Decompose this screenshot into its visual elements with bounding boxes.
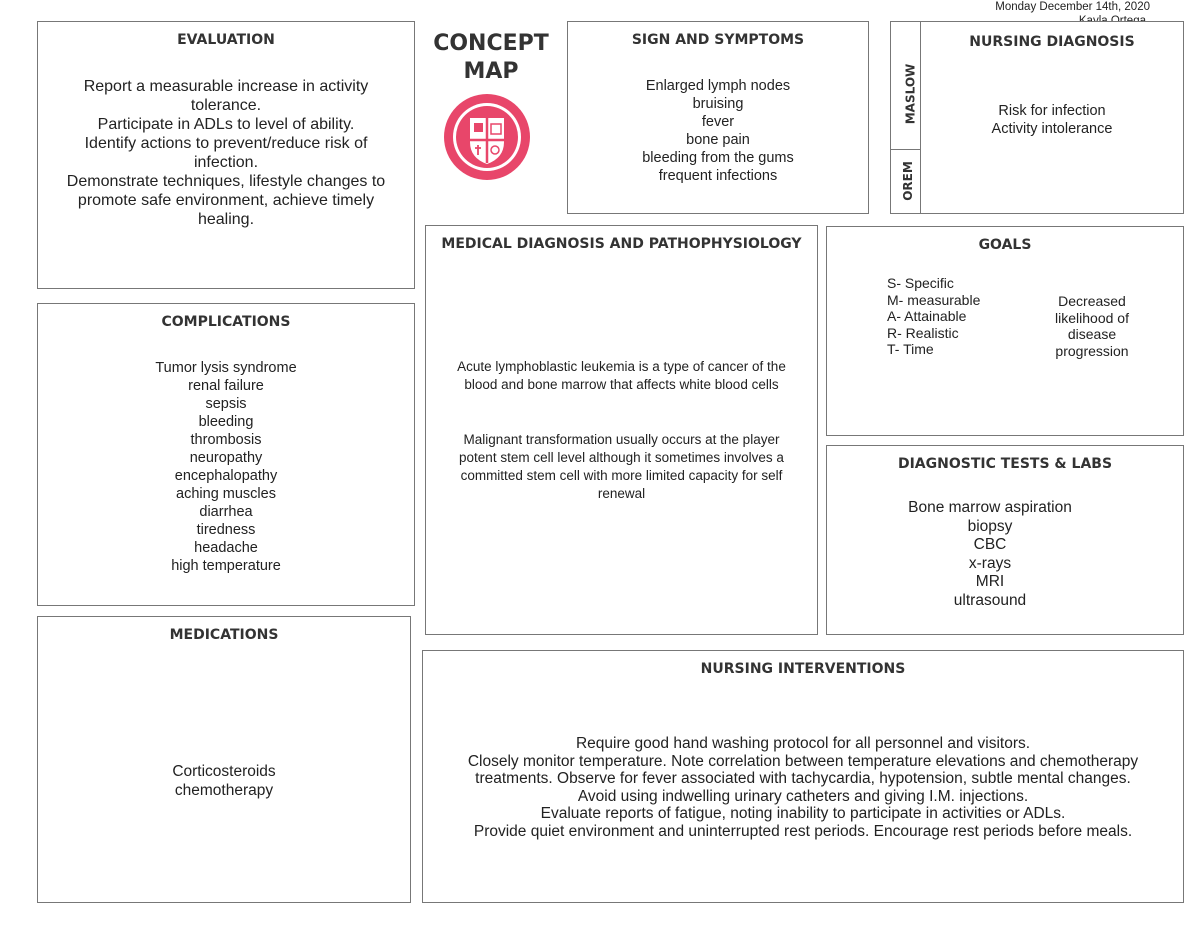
signs-title: SIGN AND SYMPTOMS [631, 32, 805, 48]
evaluation-line: infection. [193, 154, 259, 171]
medications-item: Corticosteroids [172, 763, 276, 780]
medications-title: MEDICATIONS [169, 627, 279, 643]
evaluation-text [38, 77, 414, 229]
signs-list [568, 77, 868, 185]
complications-item: Tumor lysis syndrome [155, 360, 297, 376]
maslow-label: MASLOW [903, 63, 918, 125]
nursing-diagnosis-item: Risk for infection [998, 103, 1106, 119]
goals-title: GOALS [978, 237, 1032, 253]
complications-item: high temperature [171, 558, 281, 574]
evaluation-line: promote safe environment, achieve timely [77, 192, 375, 209]
nursing-diagnosis-item: Activity intolerance [991, 121, 1113, 137]
complications-item: tiredness [196, 522, 256, 538]
medications-list [38, 762, 410, 800]
medical-para-2 [426, 431, 817, 503]
goals-box [826, 226, 1184, 436]
goals-outcome [1032, 293, 1152, 359]
interventions-line: Require good hand washing protocol for all personnel and visitors. [575, 735, 1031, 752]
goals-smart-item: S- Specific [887, 275, 954, 291]
medical-para-1 [426, 358, 817, 394]
diagnostic-item: Bone marrow aspiration [908, 499, 1072, 516]
orem-label: OREM [900, 161, 915, 201]
nursing-diagnosis-box [890, 21, 1184, 214]
goals-smart-item: A- Attainable [887, 308, 967, 324]
complications-item: bleeding [198, 414, 254, 430]
goals-outcome-line: disease [1067, 326, 1117, 342]
diagnostic-item: MRI [975, 573, 1005, 590]
complications-item: diarrhea [199, 504, 253, 520]
goals-outcome-line: Decreased [1058, 293, 1126, 309]
interventions-line: Provide quiet environment and uninterrupted rest periods. Encourage rest periods before meals. [473, 822, 1133, 840]
diagnostic-list [827, 499, 1153, 610]
diagnostic-item: biopsy [967, 517, 1013, 535]
college-seal-icon [442, 92, 532, 182]
evaluation-line: Demonstrate techniques, lifestyle changes to [66, 173, 386, 190]
goals-smart-item: T- Time [887, 341, 934, 357]
evaluation-line: Participate in ADLs to level of ability. [97, 116, 355, 133]
goals-smart-item: M- measurable [887, 291, 981, 308]
complications-item: headache [194, 540, 258, 556]
title-line-1: CONCEPT [433, 31, 549, 56]
complications-item: neuropathy [189, 450, 263, 466]
complications-list [38, 359, 414, 575]
interventions-line: Closely monitor temperature. Note correlation between temperature elevations and chemotherapy [467, 752, 1139, 770]
medications-item: chemotherapy [174, 782, 274, 799]
complications-item: renal failure [188, 378, 264, 394]
complications-box [37, 303, 415, 606]
diagnostic-item: CBC [973, 536, 1007, 553]
goals-outcome-line: progression [1055, 342, 1129, 359]
evaluation-line: healing. [197, 211, 255, 228]
nursing-diagnosis-side-split [891, 149, 920, 150]
interventions-title: NURSING INTERVENTIONS [700, 661, 906, 677]
page-title [430, 30, 552, 86]
complications-item: thrombosis [190, 432, 262, 448]
diagnostic-box [826, 445, 1184, 635]
signs-item: frequent infections [658, 168, 778, 184]
medical-line: Acute lymphoblastic leukemia is a type of cancer of the [457, 359, 786, 374]
nursing-diagnosis-title: NURSING DIAGNOSIS [969, 34, 1135, 50]
medical-line: Malignant transformation usually occurs at the player [463, 432, 780, 447]
medical-diagnosis-box [425, 225, 818, 635]
medical-line: potent stem cell level although it sometimes involves a [459, 450, 784, 465]
interventions-box [422, 650, 1184, 903]
goals-outcome-line: likelihood of [1055, 309, 1129, 326]
complications-title: COMPLICATIONS [161, 314, 291, 330]
medical-line: blood and bone marrow that affects white blood cells [464, 377, 779, 392]
medications-box [37, 616, 411, 903]
date-text: Monday December 14th, 2020 [995, 1, 1150, 13]
interventions-line: treatments. Observe for fever associated with tachycardia, hypotension, subtle mental changes. [475, 770, 1131, 787]
goals-smart-list [887, 275, 980, 358]
diagnostic-item: ultrasound [953, 591, 1027, 609]
medical-diagnosis-title: MEDICAL DIAGNOSIS AND PATHOPHYSIOLOGY [441, 236, 802, 252]
diagnostic-title: DIAGNOSTIC TESTS & LABS [897, 456, 1113, 472]
medical-line: committed stem cell with more limited capacity for self [460, 468, 783, 483]
evaluation-title: EVALUATION [177, 32, 275, 48]
complications-item: aching muscles [176, 486, 276, 502]
interventions-line: Avoid using indwelling urinary catheters and giving I.M. injections. [577, 787, 1029, 805]
evaluation-line: tolerance. [190, 97, 262, 114]
evaluation-box [37, 21, 415, 289]
medical-line: renewal [597, 486, 646, 501]
signs-item: bone pain [686, 132, 750, 148]
interventions-text [433, 735, 1173, 840]
nursing-diagnosis-list [921, 102, 1183, 138]
signs-item: bruising [692, 96, 744, 112]
evaluation-line: Identify actions to prevent/reduce risk of [84, 135, 368, 152]
signs-box [567, 21, 869, 214]
signs-item: fever [701, 114, 735, 130]
signs-item: Enlarged lymph nodes [645, 78, 791, 94]
diagnostic-item: x-rays [968, 554, 1012, 572]
signs-item: bleeding from the gums [642, 150, 794, 166]
title-line-2: MAP [463, 59, 519, 84]
complications-item: encephalopathy [174, 468, 278, 484]
complications-item: sepsis [205, 396, 247, 412]
interventions-line: Evaluate reports of fatigue, noting inability to participate in activities or ADLs. [540, 805, 1066, 822]
evaluation-line: Report a measurable increase in activity [83, 78, 369, 95]
goals-smart-item: R- Realistic [887, 324, 959, 341]
